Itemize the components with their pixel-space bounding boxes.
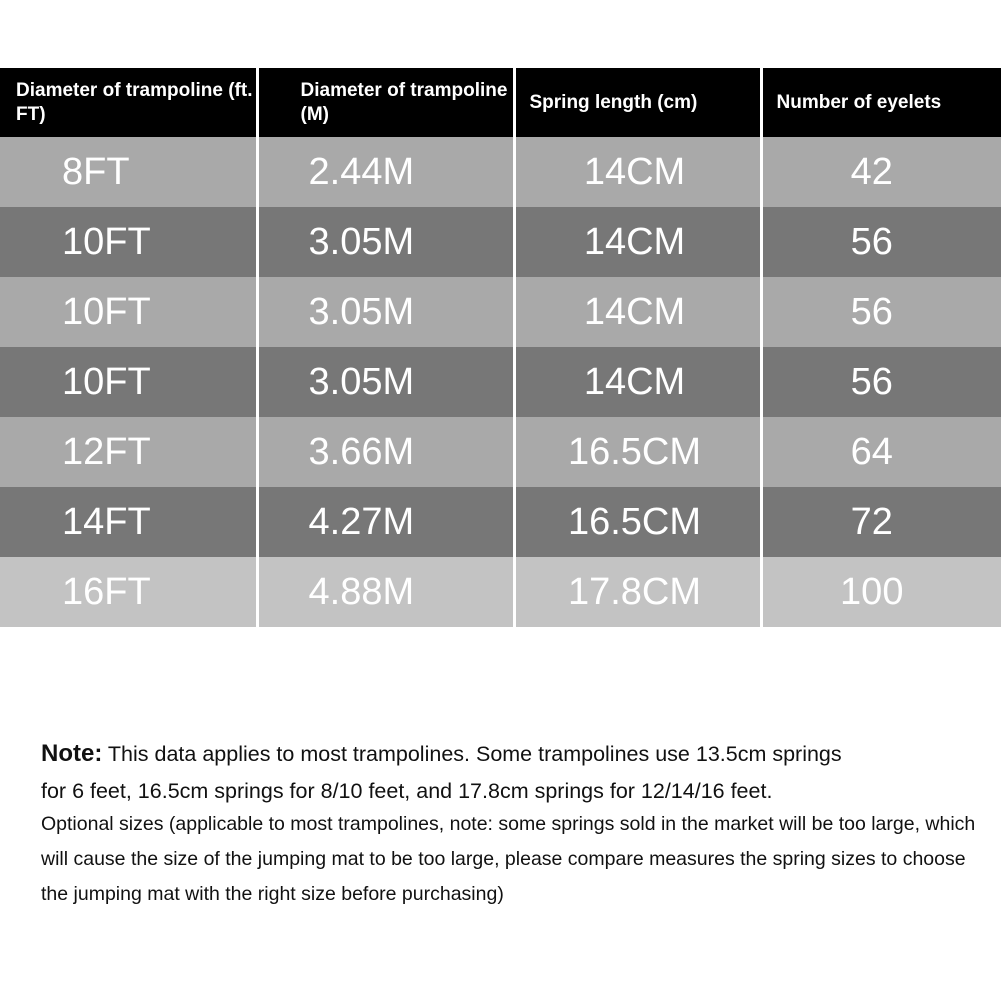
cell-diameter-m: 3.05M (257, 207, 514, 277)
cell-diameter-m: 3.66M (257, 417, 514, 487)
note-label: Note: (41, 740, 103, 767)
note-line-2: for 6 feet, 16.5cm springs for 8/10 feet, and 17.8cm springs for 12/14/16 feet. (41, 779, 773, 803)
table-header-row (0, 68, 1001, 137)
cell-diameter-ft: 14FT (0, 487, 257, 557)
cell-eyelets: 56 (761, 347, 1001, 417)
cell-diameter-ft: 12FT (0, 417, 257, 487)
cell-diameter-m: 2.44M (257, 137, 514, 207)
note-text-1: This data applies to most trampolines. Some trampolines use 13.5cm springs (102, 742, 842, 766)
cell-spring-length: 14CM (514, 207, 761, 277)
table-row (0, 487, 1001, 557)
header-spring-length: Spring length (cm) (514, 68, 761, 137)
trampoline-spec-table (0, 68, 1001, 627)
note-block (41, 735, 986, 912)
cell-diameter-ft: 8FT (0, 137, 257, 207)
header-diameter-ft: Diameter of trampoline (ft. FT) (0, 68, 257, 137)
table-row (0, 137, 1001, 207)
cell-diameter-ft: 10FT (0, 207, 257, 277)
cell-spring-length: 14CM (514, 347, 761, 417)
cell-eyelets: 42 (761, 137, 1001, 207)
cell-eyelets: 64 (761, 417, 1001, 487)
cell-diameter-m: 4.27M (257, 487, 514, 557)
cell-diameter-m: 3.05M (257, 277, 514, 347)
cell-diameter-m: 4.88M (257, 557, 514, 627)
cell-diameter-ft: 10FT (0, 347, 257, 417)
cell-spring-length: 16.5CM (514, 417, 761, 487)
table-row (0, 277, 1001, 347)
table-row (0, 347, 1001, 417)
cell-spring-length: 14CM (514, 277, 761, 347)
header-diameter-m: Diameter of trampoline (M) (257, 68, 514, 137)
cell-spring-length: 17.8CM (514, 557, 761, 627)
table-row (0, 557, 1001, 627)
table-row (0, 207, 1001, 277)
note-line-1 (41, 735, 986, 773)
cell-diameter-ft: 16FT (0, 557, 257, 627)
cell-eyelets: 56 (761, 277, 1001, 347)
cell-spring-length: 14CM (514, 137, 761, 207)
cell-eyelets: 72 (761, 487, 1001, 557)
note-optional-sizes: Optional sizes (applicable to most trampolines, note: some springs sold in the market will be too large, which will cause the size of the jumping mat to be too large, please compare measures the spring sizes to choose the jumping mat with the right size before purchasing) (41, 813, 976, 905)
header-eyelets: Number of eyelets (761, 68, 1001, 137)
cell-diameter-m: 3.05M (257, 347, 514, 417)
cell-spring-length: 16.5CM (514, 487, 761, 557)
table-row (0, 417, 1001, 487)
cell-diameter-ft: 10FT (0, 277, 257, 347)
cell-eyelets: 56 (761, 207, 1001, 277)
cell-eyelets: 100 (761, 557, 1001, 627)
